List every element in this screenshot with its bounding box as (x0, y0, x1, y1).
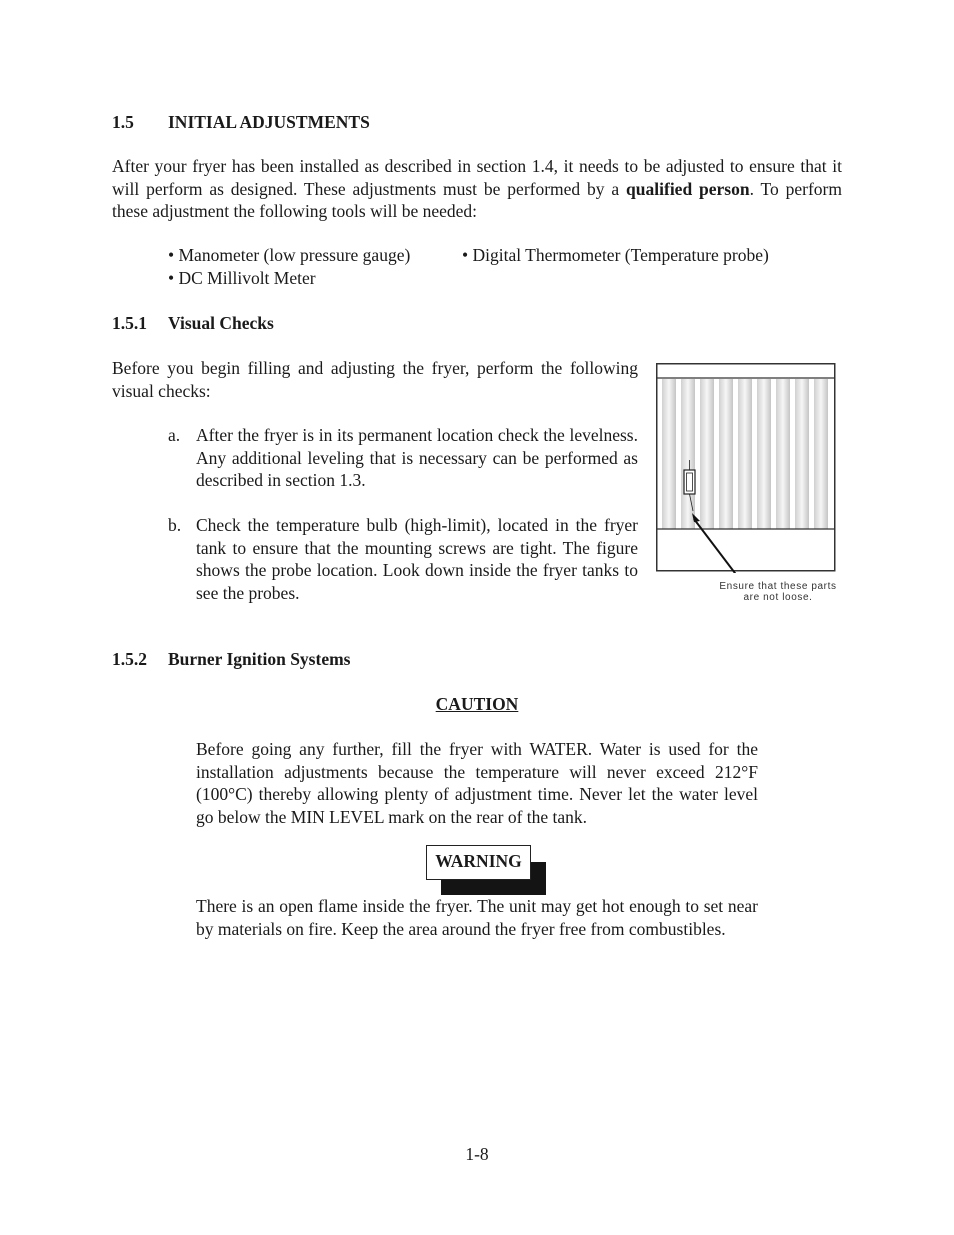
caution-text: Before going any further, fill the fryer with WATER. Water is used for the installation adjustments because the temperature will never exceed 212°F (100°C) thereby allowing plenty of adjustment time. Never let the water level go below the MIN LEVEL mark on the rear of the tank. (196, 739, 758, 827)
tool-item: • Digital Thermometer (Temperature probe) (462, 245, 769, 265)
tool-item: • Manometer (low pressure gauge) (168, 245, 411, 265)
check-item-text: Check the temperature bulb (high-limit), located in the fryer tank to ensure that the mounting screws are tight. The figure shows the probe location. Look down inside the fryer tanks to see the probes. (196, 515, 638, 603)
section-number: 1.5 (112, 112, 134, 132)
subsection-number: 1.5.2 (112, 649, 147, 669)
subsection-heading (112, 312, 274, 335)
warning-callout (426, 845, 546, 895)
heat-tubes (662, 379, 828, 529)
section-intro: After your fryer has been installed as described in section 1.4, it needs to be adjusted to ensure that it will perform as designed. These adjustments must be performed by a qualified person. To perform these adjustment the following tools will be needed: (112, 156, 842, 221)
figure-caption: Ensure that these parts are not loose. (719, 581, 837, 603)
visual-checks-intro: Before you begin filling and adjusting the fryer, perform the following visual checks: (112, 358, 638, 401)
section-title: INITIAL ADJUSTMENTS (168, 112, 370, 132)
section-heading (112, 111, 370, 134)
check-item-marker: a. (168, 425, 181, 445)
warning-label: WARNING (426, 845, 531, 880)
check-item-marker: b. (168, 515, 182, 535)
check-item-text: After the fryer is in its permanent location check the levelness. Any additional leveling that is necessary can be performed as described in section 1.3. (196, 425, 638, 490)
tool-item: • DC Millivolt Meter (168, 268, 316, 288)
page-number: 1-8 (465, 1144, 489, 1164)
caution-label: CAUTION (435, 694, 519, 714)
subsection-number: 1.5.1 (112, 313, 147, 333)
fryer-tank-figure (656, 363, 838, 573)
warning-text: There is an open flame inside the fryer. The unit may get hot enough to set near by materials on fire. Keep the area around the fryer free from combustibles. (196, 896, 758, 939)
subsection-title: Burner Ignition Systems (168, 649, 351, 669)
subsection-heading (112, 648, 351, 671)
subsection-title: Visual Checks (168, 313, 274, 333)
qualified-person-emphasis: qualified person (626, 178, 750, 199)
